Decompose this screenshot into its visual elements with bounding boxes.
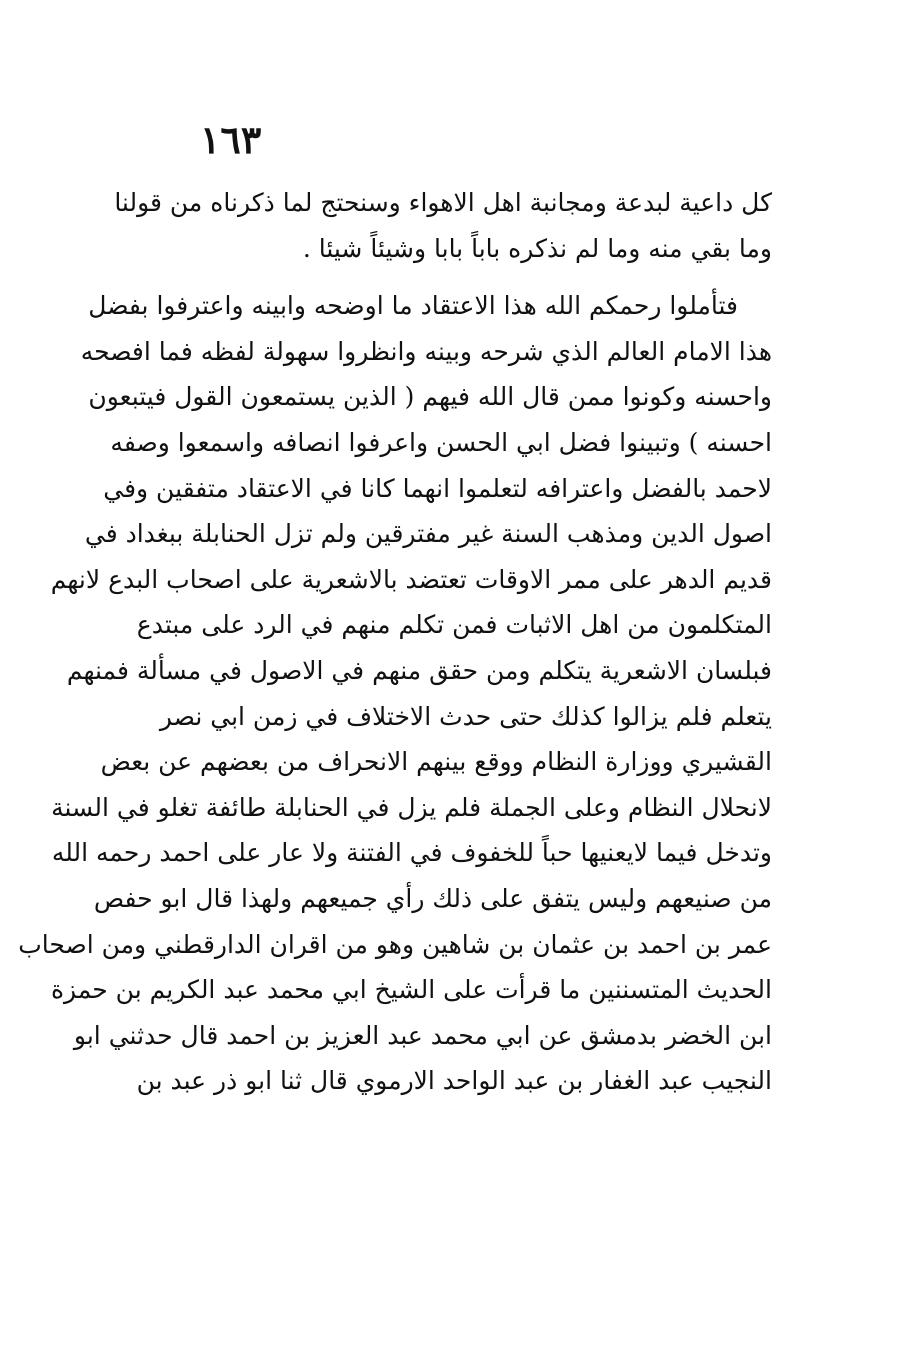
text-line: وما بقي منه وما لم نذكره باباً بابا وشيئاً شيئا . — [302, 233, 772, 263]
paragraph — [18, 283, 772, 1104]
text-line: فتأملوا رحمكم الله هذا الاعتقاد ما اوضحه وابينه واعترفوا بفضل — [88, 291, 738, 321]
text-line: يتعلم فلم يزالوا كذلك حتى حدث الاختلاف في زمن ابي نصر — [159, 701, 772, 731]
text-line: المتكلمون من اهل الاثبات فمن تكلم منهم في الرد على مبتدع — [136, 610, 772, 640]
text-line: ابن الخضر بدمشق عن ابي محمد عبد العزيز بن احمد قال حدثني ابو — [73, 1020, 772, 1050]
text-line: اصول الدين ومذهب السنة غير مفترقين ولم تزل الحنابلة ببغداد في — [84, 519, 772, 549]
text-line: وتدخل فيما لايعنيها حباً للخفوف في الفتنة ولا عار على احمد رحمه الله — [51, 838, 772, 868]
text-line: لاحمد بالفضل واعترافه لتعلموا انهما كانا في الاعتقاد متفقين وفي — [103, 473, 772, 503]
text-line: القشيري ووزارة النظام ووقع بينهم الانحراف من بعضهم عن بعض — [100, 747, 772, 777]
text-line: واحسنه وكونوا ممن قال الله فيهم ( الذين يستمعون القول فيتبعون — [88, 382, 772, 412]
body-text — [18, 180, 772, 1104]
text-line: احسنه ) وتبينوا فضل ابي الحسن واعرفوا انصافه واسمعوا وصفه — [110, 427, 772, 457]
text-line: لانحلال النظام وعلى الجملة فلم يزل في الحنابلة طائفة تغلو في السنة — [51, 792, 772, 822]
text-line: الحديث المتسننين ما قرأت على الشيخ ابي محمد عبد الكريم بن حمزة — [50, 975, 772, 1005]
text-line: من صنيعهم وليس يتفق على ذلك رأي جميعهم ولهذا قال ابو حفص — [93, 883, 772, 913]
text-line: النجيب عبد الغفار بن عبد الواحد الارموي قال ثنا ابو ذر عبد بن — [136, 1066, 772, 1096]
text-line: هذا الامام العالم الذي شرحه وبينه وانظروا سهولة لفظه فما افصحه — [80, 336, 772, 366]
text-line: كل داعية لبدعة ومجانبة اهل الاهواء وسنحتج لما ذكرناه من قولنا — [114, 188, 772, 217]
text-line: قديم الدهر على ممر الاوقات تعتضد بالاشعرية على اصحاب البدع لانهم — [50, 564, 772, 594]
page-number: ١٦٣ — [200, 117, 262, 162]
text-line: فبلسان الاشعرية يتكلم ومن حقق منهم في الاصول في مسألة فمنهم — [66, 655, 772, 685]
text-line: عمر بن احمد بن عثمان بن شاهين وهو من اقران الدارقطني ومن اصحاب — [18, 929, 772, 959]
paragraph — [114, 180, 772, 271]
